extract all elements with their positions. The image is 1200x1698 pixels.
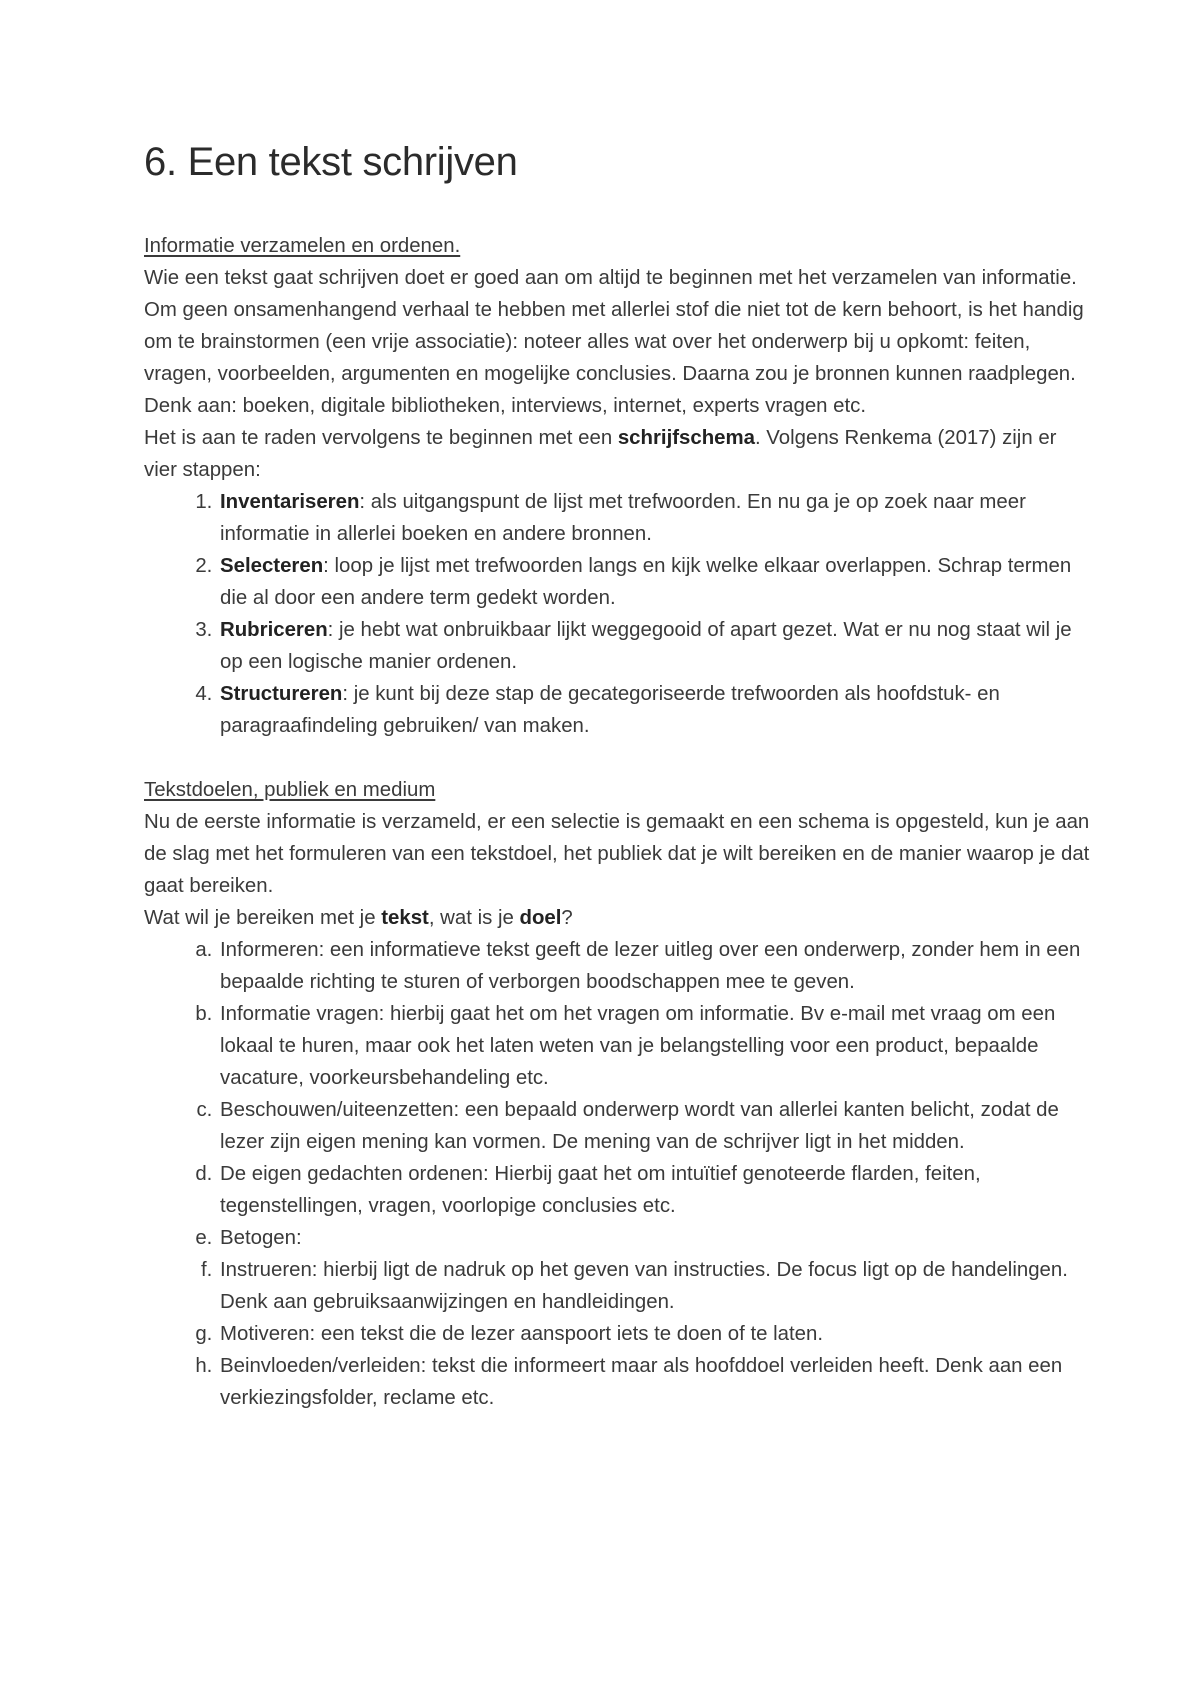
list-item: e. Betogen: (218, 1222, 1090, 1254)
steps-list (144, 486, 1090, 742)
tekstdoelen-paragraph: Nu de eerste informatie is verzameld, er een selectie is gemaakt en een schema is opgesteld, kun je aan de slag met het formuleren van een tekstdoel, het publiek dat je wilt bereiken en de manier waarop je dat gaat bereiken. (144, 811, 1090, 897)
schrijfschema-term: schrijfschema (617, 427, 755, 449)
list-item: d. De eigen gedachten ordenen: Hierbij gaat het om intuïtief genoteerde flarden, feiten, tegenstellingen, vragen, voorlopige conclusies etc. (218, 1158, 1090, 1222)
section-spacer (144, 742, 1090, 774)
step-term: Structureren (220, 683, 343, 705)
page-title: 6. Een tekst schrijven (144, 140, 518, 184)
question-bold-tekst: tekst (381, 907, 429, 929)
step-text: : je hebt wat onbruikbaar lijkt weggegooid of apart gezet. Wat er nu nog staat wil je op een logische manier ordenen. (220, 619, 1072, 673)
step-term: Inventariseren (220, 491, 360, 513)
schrijfschema-text-after: . Volgens Renkema (2017) zijn er vier stappen: (144, 427, 1057, 481)
schrijfschema-paragraph (144, 422, 1090, 486)
list-item: h. Beinvloeden/verleiden: tekst die informeert maar als hoofddoel verleiden heeft. Denk aan een verkiezingsfolder, reclame etc. (218, 1350, 1090, 1414)
step-text: : als uitgangspunt de lijst met trefwoorden. En nu ga je op zoek naar meer informatie in allerlei boeken en andere bronnen. (220, 491, 1026, 545)
step-term: Rubriceren (220, 619, 328, 641)
list-item: b. Informatie vragen: hierbij gaat het om het vragen om informatie. Bv e-mail met vraag om een lokaal te huren, maar ook het laten weten van je belangstelling voor een product, bepaalde vacature, voorkeursbehandeling etc. (218, 998, 1090, 1094)
list-item: a. Informeren: een informatieve tekst geeft de lezer uitleg over een onderwerp, zonder hem in een bepaalde richting te sturen of verborgen boodschappen mee te geven. (218, 934, 1090, 998)
list-item: g. Motiveren: een tekst die de lezer aanspoort iets te doen of te laten. (218, 1318, 1090, 1350)
list-item (218, 550, 1090, 614)
step-text: : je kunt bij deze stap de gecategoriseerde trefwoorden als hoofdstuk- en paragraafindeling gebruiken/ van maken. (220, 683, 1000, 737)
goals-list (144, 934, 1090, 1414)
question-text: Wat wil je bereiken met je (144, 907, 382, 929)
step-text: : loop je lijst met trefwoorden langs en kijk welke elkaar overlappen. Schrap termen die al door een andere term gedekt worden. (220, 555, 1072, 609)
list-item (218, 614, 1090, 678)
section-heading-tekstdoelen: Tekstdoelen, publiek en medium (144, 779, 436, 801)
question-text: ? (561, 907, 573, 929)
question-text: , wat is je (428, 907, 520, 929)
step-term: Selecteren (220, 555, 324, 577)
section-heading-informatie: Informatie verzamelen en ordenen. (144, 235, 461, 257)
list-item: f. Instrueren: hierbij ligt de nadruk op het geven van instructies. De focus ligt op de handelingen. Denk aan gebruiksaanwijzingen en handleidingen. (218, 1254, 1090, 1318)
list-item (218, 486, 1090, 550)
question-bold-doel: doel (519, 907, 562, 929)
schrijfschema-text-before: Het is aan te raden vervolgens te beginnen met een (144, 427, 618, 449)
list-item (218, 678, 1090, 742)
question-paragraph (144, 902, 1090, 934)
intro-paragraph: Wie een tekst gaat schrijven doet er goed aan om altijd te beginnen met het verzamelen van informatie. Om geen onsamenhangend verhaal te hebben met allerlei stof die niet tot de kern behoort, is het handig om te brainstormen (een vrije associatie): noteer alles wat over het onderwerp bij u opkomt: feiten, vragen, voorbeelden, argumenten en mogelijke conclusies. Daarna zou je bronnen kunnen raadplegen. Denk aan: boeken, digitale bibliotheken, interviews, internet, experts vragen etc. (144, 267, 1084, 417)
list-item: c. Beschouwen/uiteenzetten: een bepaald onderwerp wordt van allerlei kanten belicht, zodat de lezer zijn eigen mening kan vormen. De mening van de schrijver ligt in het midden. (218, 1094, 1090, 1158)
